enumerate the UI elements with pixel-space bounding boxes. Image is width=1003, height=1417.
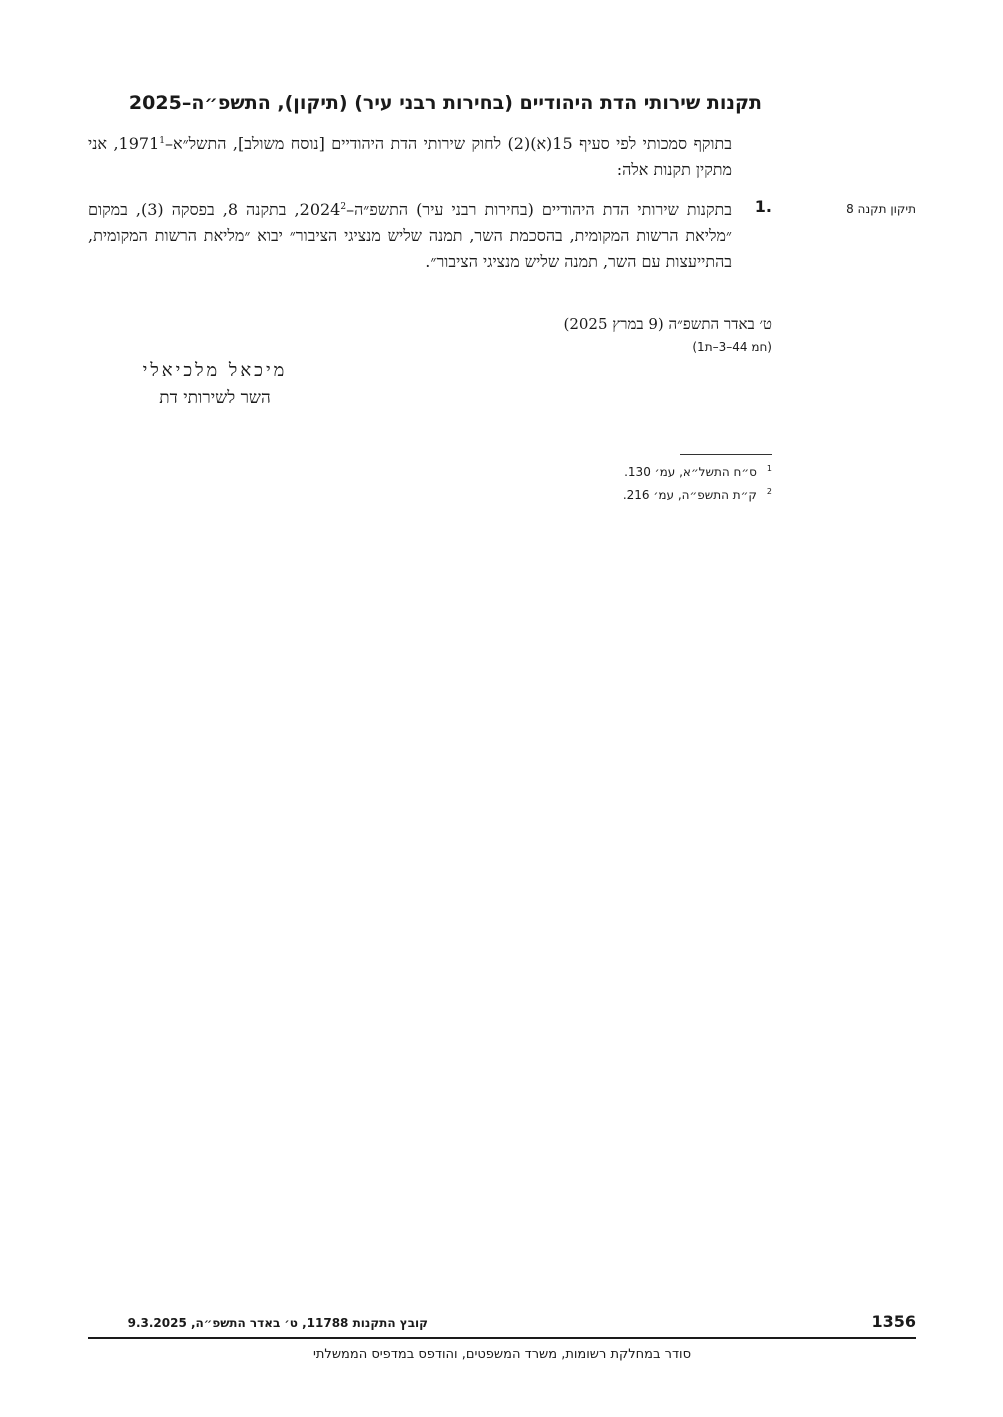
- section-number: 1.: [754, 197, 772, 216]
- footnote-2: [560, 487, 772, 502]
- footnote-1-text: ס״ח התשל״א, עמ׳ 130.: [624, 465, 757, 479]
- intro-text-a: בתוקף סמכותי לפי סעיף 15(א)(2) לחוק שירותי הדת היהודיים [נוסח משולב], התשל״א–1971: [118, 134, 732, 153]
- page-number: 1356: [871, 1312, 916, 1331]
- file-reference: (חמ 44–3–ת1): [692, 340, 772, 354]
- section-text-a: בתקנות שירותי הדת היהודיים (בחירות רבני עיר) התשפ״ה–2024: [299, 200, 733, 219]
- signatory-title: השר לשירותי דת: [159, 388, 271, 408]
- footnote-ref-2: 2: [340, 202, 347, 212]
- signatory-name: מיכאל מלכיאלי: [142, 360, 288, 381]
- printer-note: סודר במחלקת רשומות, משרד המשפטים, והודפס במדפיס הממשלתי: [312, 1347, 692, 1362]
- footnote-1: [560, 464, 772, 479]
- footnote-2-number: 2: [766, 487, 772, 496]
- intro-paragraph: [88, 131, 732, 183]
- footnote-divider: [680, 454, 772, 455]
- footer-divider: [88, 1337, 916, 1339]
- section-body: [88, 197, 732, 275]
- footnote-ref-1: 1: [159, 136, 165, 146]
- publication-info: קובץ התקנות 11788, ט׳ באדר התשפ״ה, 9.3.2025: [127, 1316, 428, 1330]
- signing-date: ט׳ באדר התשפ״ה (9 במרץ 2025): [563, 315, 772, 333]
- document-title: תקנות שירותי הדת היהודיים (בחירות רבני עיר) (תיקון), התשפ״ה–2025: [128, 92, 762, 114]
- footnote-1-number: 1: [766, 464, 772, 473]
- footnote-2-text: ק״ת התשפ״ה, עמ׳ 216.: [622, 488, 757, 502]
- intro-text-b: , אני מתקין תקנות אלה:: [88, 134, 732, 179]
- section-sidenote: תיקון תקנה 8: [846, 202, 916, 216]
- section-text-b: , בתקנה 8, בפסקה (3), במקום ״מליאת הרשות המקומית, בהסכמת השר, תמנה שליש מנציגי הציבור״ יבוא ״מליאת הרשות המקומית, בהתייעצות עם השר, תמנה שליש מנציגי הציבור״.: [88, 200, 732, 271]
